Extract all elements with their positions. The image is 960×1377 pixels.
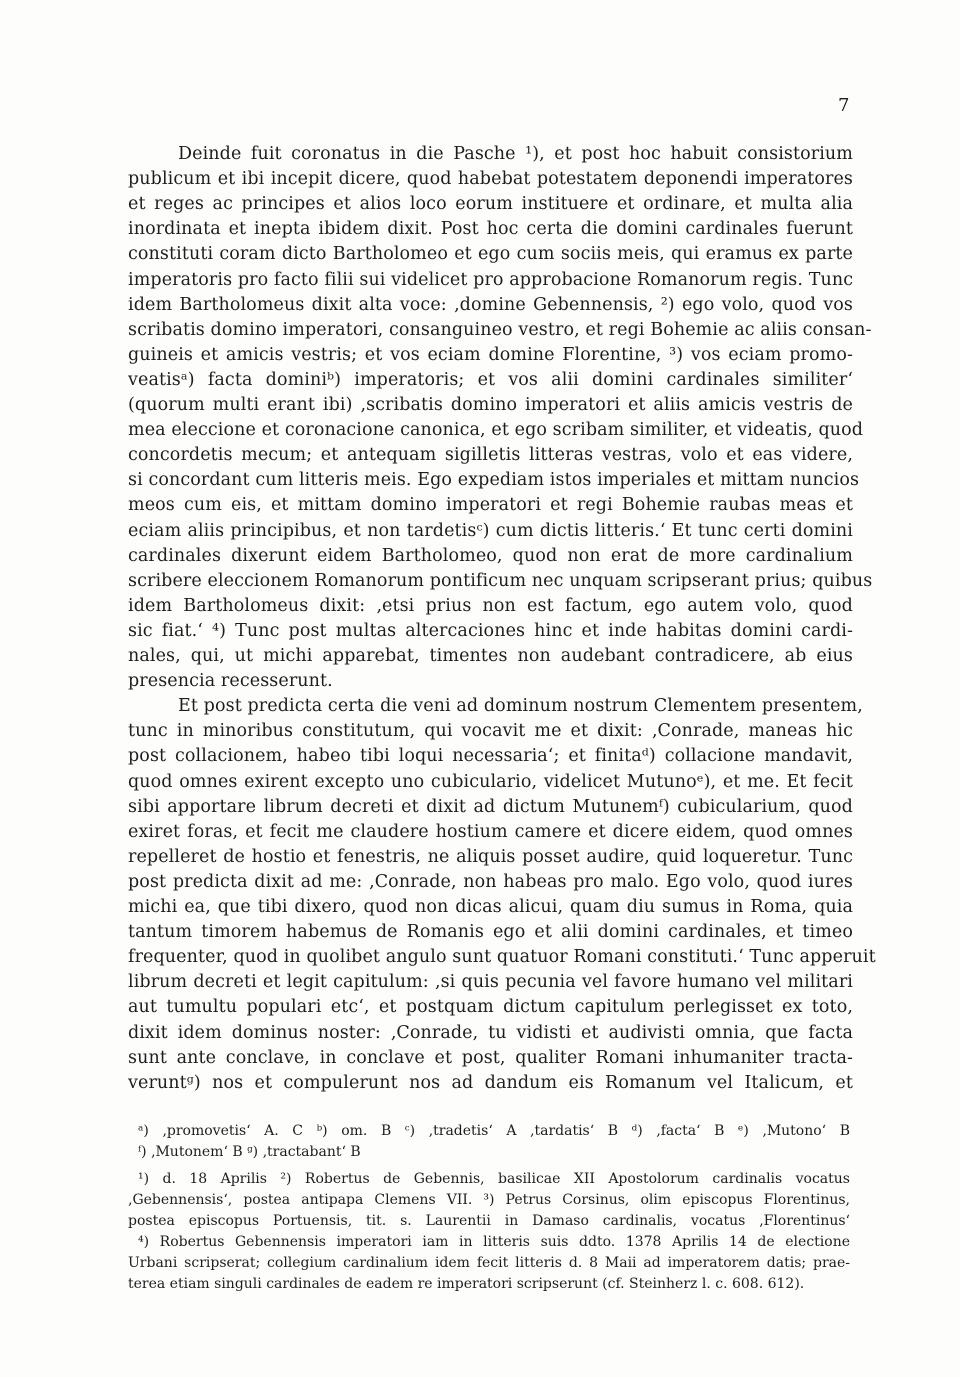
- text-line: nales, qui, ut michi apparebat, timentes non audebant contradicere, ab eius: [128, 646, 853, 666]
- text-line: frequenter, quod in quolibet angulo sunt quatuor Romani constituti.‘ Tunc apperuit: [128, 947, 876, 968]
- text-line: eciam aliis principibus, et non tardetisᶜ) cum dictis litteris.‘ Et tunc certi domini: [128, 520, 853, 541]
- text-line: veatisᵃ) facta dominiᵇ) imperatoris; et vos alii domini cardinales similiter‘: [128, 369, 853, 390]
- text-line: guineis et amicis vestris; et vos eciam domine Florentine, ³) vos eciam promo-: [128, 344, 853, 365]
- text-line: librum decreti et legit capitulum: ‚si quis pecunia vel favore humano vel militari: [128, 972, 853, 993]
- variant-note-line: ᵃ) ‚promovetis‘ A. C ᵇ) om. B ᶜ) ‚tradetis‘ A ‚tardatis‘ B ᵈ) ‚facta‘ B ᵉ) ‚Mutono‘ B: [138, 1123, 850, 1139]
- text-line: idem Bartholomeus dixit alta voce: ‚domine Gebennensis, ²) ego volo, quod vos: [128, 294, 853, 315]
- text-line: veruntᵍ) nos et compulerunt nos ad dandum eis Romanum vel Italicum, et: [128, 1072, 853, 1093]
- text-line: idem Bartholomeus dixit: ‚etsi prius non est factum, ego autem volo, quod: [128, 595, 853, 616]
- text-line: (quorum multi erant ibi) ‚scribatis domino imperatori et aliis amicis vestris de: [128, 395, 853, 415]
- text-line: cardinales dixerunt eidem Bartholomeo, quod non erat de more cardinalium: [128, 545, 853, 566]
- text-line: michi ea, que tibi dixero, quod non dicas alicui, quam diu sumus in Roma, quia: [128, 897, 853, 917]
- text-line: et reges ac principes et alios loco eorum instituere et ordinare, et multa alia: [128, 194, 853, 215]
- text-line: dixit idem dominus noster: ‚Conrade, tu vidisti et audivisti omnia, que facta: [128, 1022, 853, 1043]
- text-line: concordetis mecum; et antequam sigilletis litteras vestras, volo et eas videre,: [128, 445, 853, 466]
- footnote-line: Urbani scripserat; collegium cardinalium idem fecit litteris d. 8 Maii ad imperatorem datis; prae-: [128, 1255, 850, 1271]
- text-line: sunt ante conclave, in conclave et post, qualiter Romani inhumaniter tracta-: [128, 1047, 853, 1068]
- footnote-line: postea episcopus Portuensis, tit. s. Laurentii in Damaso cardinalis, vocatus ‚Florentinus‘: [128, 1213, 850, 1229]
- text-line: sibi apportare librum decreti et dixit ad dictum Mutunemᶠ) cubicularium, quod: [128, 796, 853, 817]
- text-line: meos cum eis, et mittam domino imperatori et regi Bohemie raubas meas et: [128, 495, 853, 516]
- text-line: mea eleccione et coronacione canonica, et ego scribam similiter, et videatis, quod: [128, 420, 864, 441]
- variant-note-line: ᶠ) ‚Mutonem‘ B ᵍ) ‚tractabant‘ B: [138, 1144, 361, 1160]
- text-line: exiret foras, et fecit me claudere hostium camere et dicere eidem, quod omnes: [128, 821, 853, 842]
- footnote-line: ‚Gebennensis‘, postea antipapa Clemens VII. ³) Petrus Corsinus, olim episcopus Florentinus,: [128, 1192, 850, 1208]
- footnote-line: ⁴) Robertus Gebennensis imperatori iam in litteris suis ddto. 1378 Aprilis 14 de electione: [138, 1234, 850, 1250]
- text-line: scribere eleccionem Romanorum pontificum nec unquam scripserant prius; quibus: [128, 570, 873, 591]
- page-number: 7: [838, 95, 850, 116]
- text-line: Deinde fuit coronatus in die Pasche ¹), et post hoc habuit consistorium: [178, 144, 853, 164]
- text-line: presencia recesserunt.: [128, 671, 333, 692]
- footnote-line: ¹) d. 18 Aprilis ²) Robertus de Gebennis, basilicae XII Apostolorum cardinalis vocatus: [138, 1171, 850, 1187]
- text-line: tunc in minoribus constitutum, qui vocavit me et dixit: ‚Conrade, maneas hic: [128, 721, 853, 742]
- text-line: tantum timorem habemus de Romanis ego et alii domini cardinales, et timeo: [128, 922, 853, 943]
- text-line: inordinata et inepta ibidem dixit. Post hoc certa die domini cardinales fuerunt: [128, 219, 853, 240]
- text-line: repelleret de hostio et fenestris, ne aliquis posset audire, quid loqueretur. Tunc: [128, 846, 853, 867]
- text-line: aut tumultu populari etc‘, et postquam dictum capitulum perlegisset ex toto,: [128, 997, 853, 1018]
- footnote-line: terea etiam singuli cardinales de eadem re imperatori scripserunt (cf. Steinherz l. c. 608. 612).: [128, 1276, 805, 1292]
- text-line: Et post predicta certa die veni ad dominum nostrum Clementem presentem,: [178, 696, 863, 717]
- text-line: quod omnes exirent excepto uno cubiculario, videlicet Mutunoᵉ), et me. Et fecit: [128, 771, 853, 792]
- text-line: si concordant cum litteris meis. Ego expediam istos imperiales et mittam nuncios: [128, 470, 860, 491]
- text-line: sic fiat.‘ ⁴) Tunc post multas altercaciones hinc et inde habitas domini cardi-: [128, 620, 853, 641]
- text-line: post predicta dixit ad me: ‚Conrade, non habeas pro malo. Ego volo, quod iures: [128, 871, 853, 892]
- text-line: constituti coram dicto Bartholomeo et ego cum sociis meis, qui eramus ex parte: [128, 244, 853, 265]
- text-line: scribatis domino imperatori, consanguineo vestro, et regi Bohemie ac aliis consan-: [128, 319, 872, 340]
- text-line: post collacionem, habeo tibi loqui necessaria‘; et finitaᵈ) collacione mandavit,: [128, 746, 853, 767]
- text-line: imperatoris pro facto filii sui videlicet pro approbacione Romanorum regis. Tunc: [128, 269, 854, 290]
- text-line: publicum et ibi incepit dicere, quod habebat potestatem deponendi imperatores: [128, 169, 853, 190]
